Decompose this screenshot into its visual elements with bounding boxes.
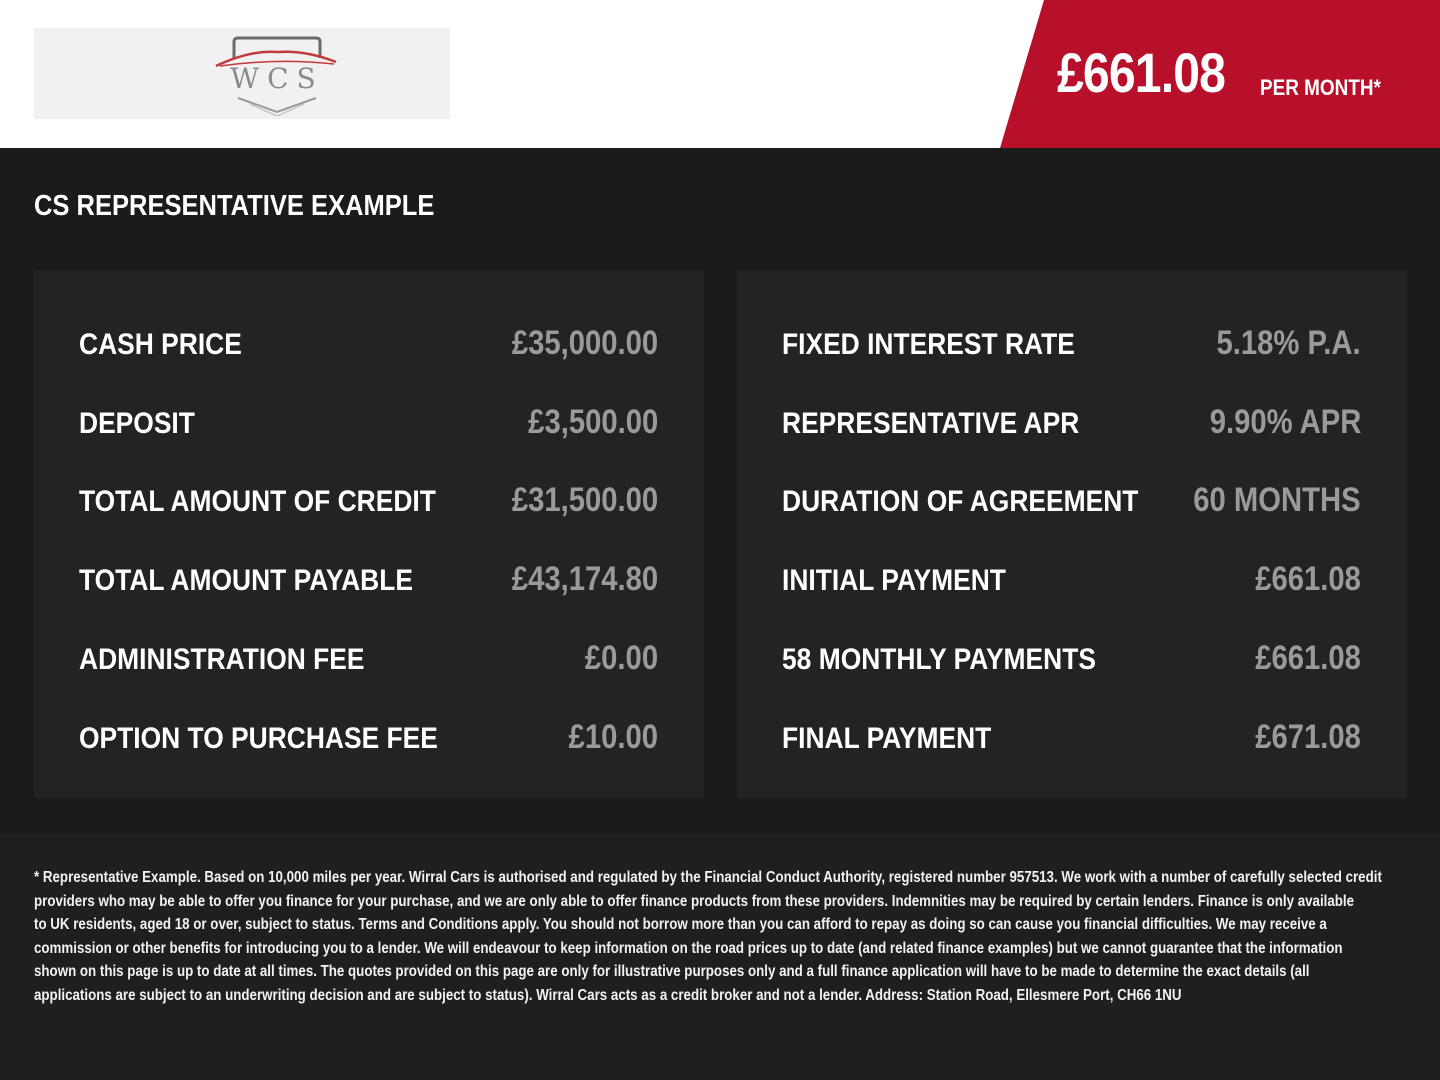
finance-value: £31,500.00: [511, 481, 658, 519]
monthly-price: £661.08: [1057, 41, 1226, 104]
finance-panel-right: [737, 270, 1407, 798]
finance-label: OPTION TO PURCHASE FEE: [79, 722, 438, 755]
finance-row: [737, 561, 1407, 601]
finance-label: TOTAL AMOUNT OF CREDIT: [79, 485, 436, 518]
finance-row: [737, 325, 1407, 365]
finance-value: £10.00: [568, 718, 658, 756]
finance-label: REPRESENTATIVE APR: [782, 407, 1080, 440]
finance-label: 58 MONTHLY PAYMENTS: [782, 643, 1096, 676]
finance-value: £0.00: [584, 639, 658, 677]
price-suffix: PER MONTH*: [1260, 75, 1381, 100]
finance-label: CASH PRICE: [79, 328, 242, 361]
finance-value: £3,500.00: [527, 403, 658, 441]
disclaimer-line: * Representative Example. Based on 10,000 miles per year. Wirral Cars is authorised and regulated by the Financial Conduct Authority, registered number 957513. We work with a number of carefully selected credit: [34, 869, 1382, 886]
finance-label: INITIAL PAYMENT: [782, 564, 1006, 597]
finance-panel-left: [34, 270, 704, 798]
finance-value: £35,000.00: [511, 324, 658, 362]
disclaimer-line: to UK residents, aged 18 or over, subject to status. Terms and Conditions apply. You should not borrow more than you can afford to repay as doing so can cause you financial difficulties. We may receive a: [34, 916, 1327, 933]
finance-row: [737, 640, 1407, 680]
logo: [34, 28, 450, 119]
finance-row: [34, 325, 704, 365]
finance-value: 5.18% P.A.: [1216, 324, 1361, 362]
finance-value: 60 MONTHS: [1193, 481, 1361, 519]
disclaimer-text: [34, 866, 1382, 1007]
finance-row: [737, 719, 1407, 759]
finance-row: [737, 482, 1407, 522]
finance-value: £43,174.80: [511, 560, 658, 598]
finance-value: £671.08: [1255, 718, 1361, 756]
finance-row: [34, 404, 704, 444]
finance-row: [34, 719, 704, 759]
finance-row: [34, 482, 704, 522]
finance-value: £661.08: [1255, 560, 1361, 598]
finance-value: £661.08: [1255, 639, 1361, 677]
finance-row: [34, 640, 704, 680]
disclaimer-line: commission or other benefits for introducing you to a lender. We will endeavour to keep information on the road prices up to date (and related finance examples) but we cannot guarantee that the information: [34, 939, 1343, 957]
finance-label: TOTAL AMOUNT PAYABLE: [79, 564, 413, 597]
finance-label: FIXED INTEREST RATE: [782, 328, 1075, 361]
finance-label: DEPOSIT: [79, 407, 195, 440]
finance-row: [34, 561, 704, 601]
disclaimer-line: applications are subject to an underwriting decision and are subject to status). Wirral Cars acts as a credit broker and not a lender. Address: Station Road, Ellesmere Port, CH66 1NU: [34, 986, 1182, 1004]
logo-text: WCS: [230, 62, 324, 95]
finance-label: FINAL PAYMENT: [782, 722, 992, 755]
finance-row: [737, 404, 1407, 444]
finance-value: 9.90% APR: [1209, 403, 1361, 441]
section-title: CS REPRESENTATIVE EXAMPLE: [34, 190, 435, 222]
finance-label: ADMINISTRATION FEE: [79, 643, 365, 676]
header: [0, 0, 1440, 148]
disclaimer-line: providers who may be able to offer you finance for your purchase, and we are only able to offer finance products from these providers. Indemnities may be required by certain lenders. Finance is only available: [34, 892, 1355, 910]
disclaimer-line: shown on this page is up to date at all times. The quotes provided on this page are only for illustrative purposes only and a full finance application will have to be made to determine the exact details (all: [34, 963, 1310, 980]
finance-label: DURATION OF AGREEMENT: [782, 485, 1139, 518]
